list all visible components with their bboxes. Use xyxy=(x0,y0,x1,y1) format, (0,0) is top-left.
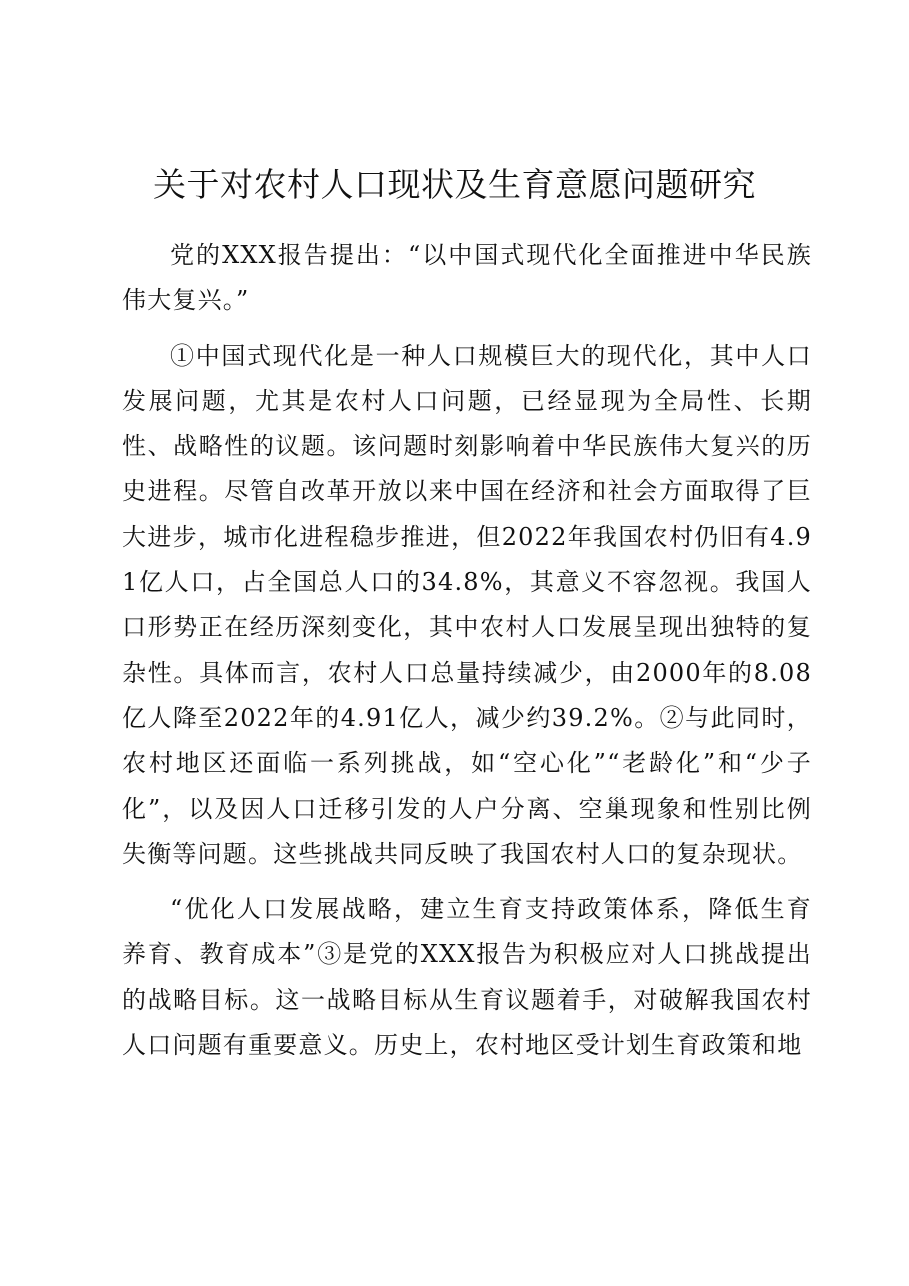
paragraph-2: ①中国式现代化是一种人口规模巨大的现代化，其中人口发展问题，尤其是农村人口问题，已经显现为全局性、长期性、战略性的议题。该问题时刻影响着中华民族伟大复兴的历史进程。尽管自改革开放以来中国在经济和社会方面取得了巨大进步，城市化进程稳步推进，但2022年我国农村仍旧有4.91亿人口，占全国总人口的34.8%，其意义不容忽视。我国人口形势正在经历深刻变化，其中农村人口发展呈现出独特的复杂性。具体而言，农村人口总量持续减少，由2000年的8.08亿人降至2022年的4.91亿人，减少约39.2%。②与此同时，农村地区还面临一系列挑战，如“空心化”“老龄化”和“少子化”，以及因人口迁移引发的人户分离、空巢现象和性别比例失衡等问题。这些挑战共同反映了我国农村人口的复杂现状。 xyxy=(122,341,812,868)
document-body xyxy=(122,233,812,1078)
paragraph-3: “优化人口发展战略，建立生育支持政策体系，降低生育养育、教育成本”③是党的XXX报告为积极应对人口挑战提出的战略目标。这一战略目标从生育议题着手，对破解我国农村人口问题有重要意义。历史上，农村地区受计划生育政策和地 xyxy=(122,895,812,1060)
document-title: 关于对农村人口现状及生育意愿问题研究 xyxy=(153,165,756,204)
paragraph-1: 党的XXX报告提出：“以中国式现代化全面推进中华民族伟大复兴。” xyxy=(122,241,812,315)
